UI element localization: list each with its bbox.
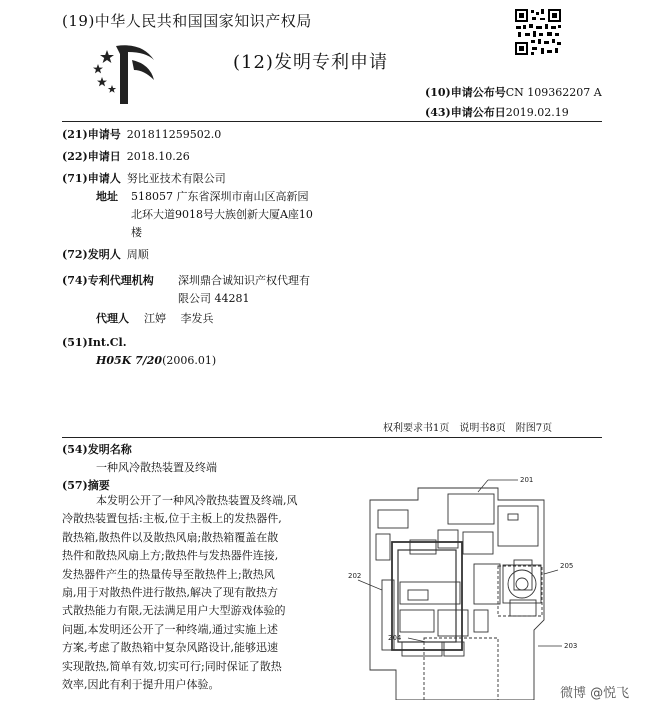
invention-title: 一种风冷散热装置及终端 [96, 461, 217, 474]
figure-label-202: 202 [348, 572, 362, 580]
abstract-line: 问题,本发明还公开了一种终端,通过实施上述 [62, 622, 278, 636]
inventor: (72)发明人 周顺 [62, 248, 149, 261]
header-divider [62, 121, 602, 122]
intcl-value: H05K 7/20(2006.01) [96, 354, 217, 367]
cnipa-logo-icon [80, 40, 170, 108]
publication-date: (43)申请公布日2019.02.19 [425, 106, 569, 119]
patent-figure [348, 470, 592, 700]
document-type: (12)发明专利申请 [233, 52, 388, 73]
summary-divider [62, 437, 602, 438]
figure-label-203: 203 [564, 642, 578, 650]
qr-code-icon [514, 8, 562, 56]
abstract-line: 本发明公开了一种风冷散热装置及终端,风 [96, 494, 298, 507]
abstract-line: 发热器件产生的热量传导至散热件上;散热风 [62, 567, 275, 581]
abstract-line: 散热箱,散热件以及散热风扇;散热箱覆盖在散 [62, 530, 279, 544]
application-number: (21)申请号 201811259502.0 [62, 128, 222, 141]
abstract-line: 效率,因此有利于提升用户体验。 [62, 678, 220, 692]
abstract-line: 实现散热,简单有效,切实可行;同时保证了散热 [62, 659, 282, 673]
agency-label: (74)专利代理机构 [62, 274, 154, 287]
agency-line-2: 限公司 44281 [178, 292, 250, 305]
abstract-line: 热件和散热风扇上方;散热件与发热器件连接, [62, 549, 279, 563]
applicant: (71)申请人 努比亚技术有限公司 [62, 172, 226, 185]
office-name: (19)中华人民共和国国家知识产权局 [62, 12, 312, 30]
intcl-label: (51)Int.Cl. [62, 336, 127, 349]
publication-number: (10)申请公布号CN 109362207 A [425, 86, 602, 99]
abstract-line: 冷散热装置包括:主板,位于主板上的发热器件, [62, 512, 282, 526]
address-line-2: 北环大道9018号大族创新大厦A座10 [131, 208, 313, 221]
address-label: 地址 [96, 190, 118, 203]
agent-label: 代理人 [96, 312, 129, 325]
address-line-3: 楼 [131, 226, 142, 239]
address-line-1: 518057 广东省深圳市南山区高新园 [131, 190, 309, 203]
agent-names: 江婷 李发兵 [144, 312, 214, 325]
watermark: 微博 @悦飞 [560, 686, 630, 701]
abstract-line: 方案,考虑了散热箱中复杂风路设计,能够迅速 [62, 641, 278, 655]
abstract-label: (57)摘要 [62, 479, 110, 492]
figure-label-205: 205 [560, 562, 574, 570]
abstract-text [62, 492, 344, 694]
agency-line-1: 深圳鼎合诚知识产权代理有 [178, 274, 310, 287]
title-label: (54)发明名称 [62, 443, 132, 456]
pages-summary: 权利要求书1页 说明书8页 附图7页 [383, 423, 553, 434]
figure-label-204: 204 [388, 634, 402, 642]
abstract-line: 扇,用于对散热件进行散热,解决了现有散热方 [62, 586, 278, 600]
figure-label-201: 201 [520, 476, 534, 484]
application-date: (22)申请日 2018.10.26 [62, 150, 190, 163]
abstract-line: 式散热能力有限,无法满足用户大型游戏体验的 [62, 604, 286, 618]
